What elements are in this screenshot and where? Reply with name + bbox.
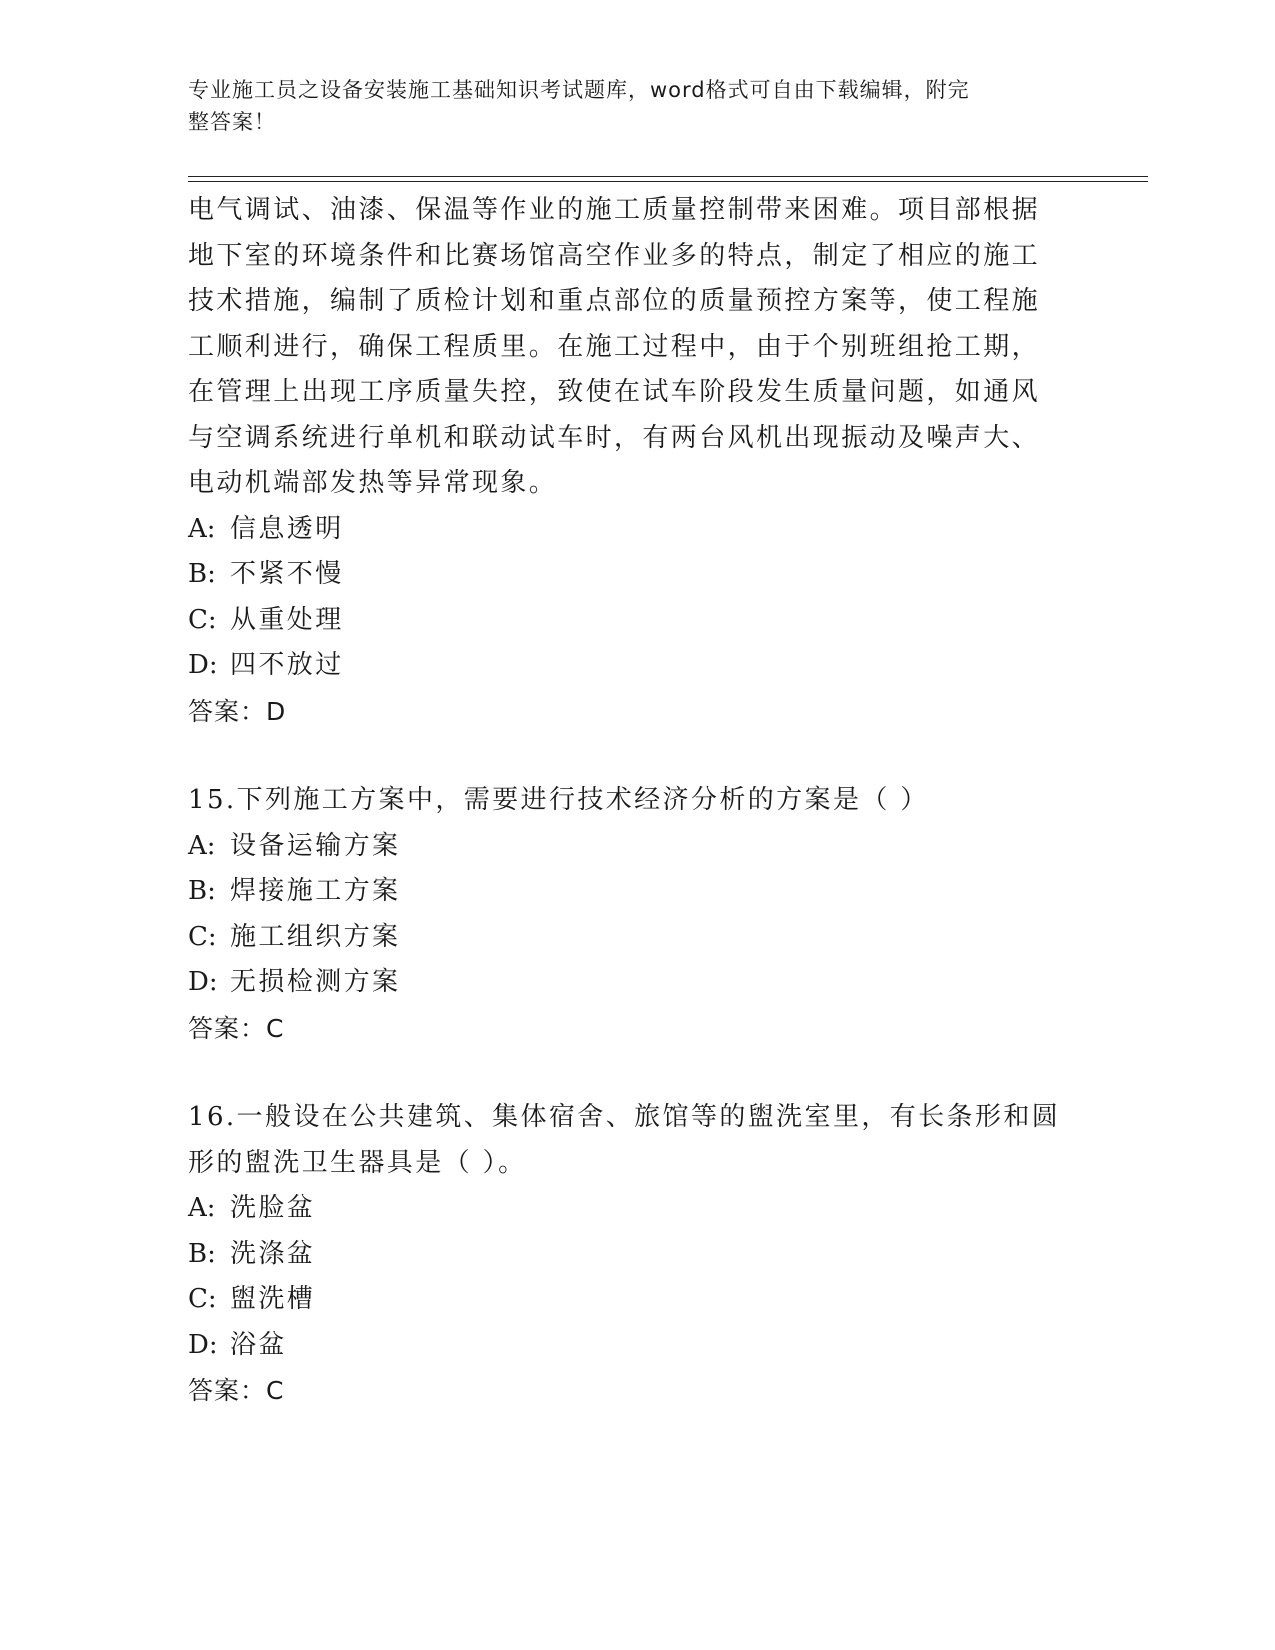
option-text: 浴盆 — [230, 1329, 287, 1360]
question-block-16 — [188, 1095, 1068, 1414]
option-letter: D: — [188, 650, 218, 680]
option-letter: C: — [188, 604, 217, 635]
question-content — [188, 188, 1068, 1414]
option-d — [188, 643, 1068, 689]
question-line: 形的盥洗卫生器具是（ ）。 — [188, 1147, 527, 1178]
option-letter: B: — [188, 559, 216, 589]
option-text: 焊接施工方案 — [230, 876, 401, 906]
option-letter: B: — [188, 1238, 216, 1269]
option-letter: D: — [188, 967, 218, 997]
spacer — [188, 1051, 1068, 1095]
option-letter: A: — [188, 830, 216, 861]
question-block-15 — [188, 778, 1068, 1051]
header-line: 专业施工员之设备安装施工基础知识考试题库，word格式可自由下载编辑，附完 — [188, 78, 970, 102]
spacer — [188, 734, 1068, 778]
option-text: 从重处理 — [230, 604, 344, 635]
answer-line: 答案：C — [188, 1013, 285, 1043]
option-text: 无损检测方案 — [230, 967, 401, 997]
question-line: 16.一般设在公共建筑、集体宿舍、旅馆等的盥洗室里，有长条形和圆 — [188, 1102, 1061, 1132]
option-c — [188, 598, 1068, 644]
option-text: 施工组织方案 — [230, 921, 401, 952]
option-a — [188, 1186, 1068, 1232]
question-line: 与空调系统进行单机和联动试车时，有两台风机出现振动及噪声大、 — [188, 422, 1041, 453]
option-letter: C: — [188, 921, 217, 952]
question-text — [188, 778, 1068, 824]
question-text — [188, 1095, 1068, 1186]
option-letter: A: — [188, 513, 216, 544]
option-letter: A: — [188, 1193, 216, 1223]
header-line: 整答案！ — [188, 110, 276, 134]
question-line: 15.下列施工方案中，需要进行技术经济分析的方案是（ ） — [188, 785, 929, 815]
question-line: 地下室的环境条件和比赛场馆高空作业多的特点，制定了相应的施工 — [188, 240, 1041, 271]
option-a — [188, 507, 1068, 553]
option-b — [188, 869, 1068, 915]
option-text: 盥洗槽 — [230, 1284, 316, 1314]
option-letter: D: — [188, 1329, 218, 1360]
question-line: 技术措施，编制了质检计划和重点部位的质量预控方案等，使工程施 — [188, 286, 1041, 316]
option-text: 信息透明 — [230, 513, 344, 544]
page-header — [188, 74, 1068, 138]
option-d — [188, 960, 1068, 1006]
answer-line: 答案：D — [188, 696, 287, 726]
option-text: 四不放过 — [230, 650, 344, 680]
option-b — [188, 552, 1068, 598]
option-text: 洗脸盆 — [230, 1193, 316, 1223]
question-line: 工顺利进行，确保工程质里。在施工过程中，由于个别班组抢工期， — [188, 331, 1041, 362]
question-block-14 — [188, 188, 1068, 734]
option-letter: C: — [188, 1284, 217, 1314]
option-d — [188, 1323, 1068, 1369]
answer-line: 答案：C — [188, 1376, 285, 1405]
question-line: 在管理上出现工序质量失控，致使在试车阶段发生质量问题，如通风 — [188, 377, 1041, 407]
option-letter: B: — [188, 876, 216, 906]
option-a — [188, 824, 1068, 870]
option-c — [188, 915, 1068, 961]
option-text: 设备运输方案 — [230, 830, 401, 861]
question-line: 电气调试、油漆、保温等作业的施工质量控制带来困难。项目部根据 — [188, 195, 1041, 225]
option-c — [188, 1277, 1068, 1323]
option-text: 不紧不慢 — [230, 559, 344, 589]
option-b — [188, 1232, 1068, 1278]
header-divider — [188, 176, 1148, 182]
option-text: 洗涤盆 — [230, 1238, 316, 1269]
question-line: 电动机端部发热等异常现象。 — [188, 468, 558, 498]
question-text — [188, 188, 1068, 507]
